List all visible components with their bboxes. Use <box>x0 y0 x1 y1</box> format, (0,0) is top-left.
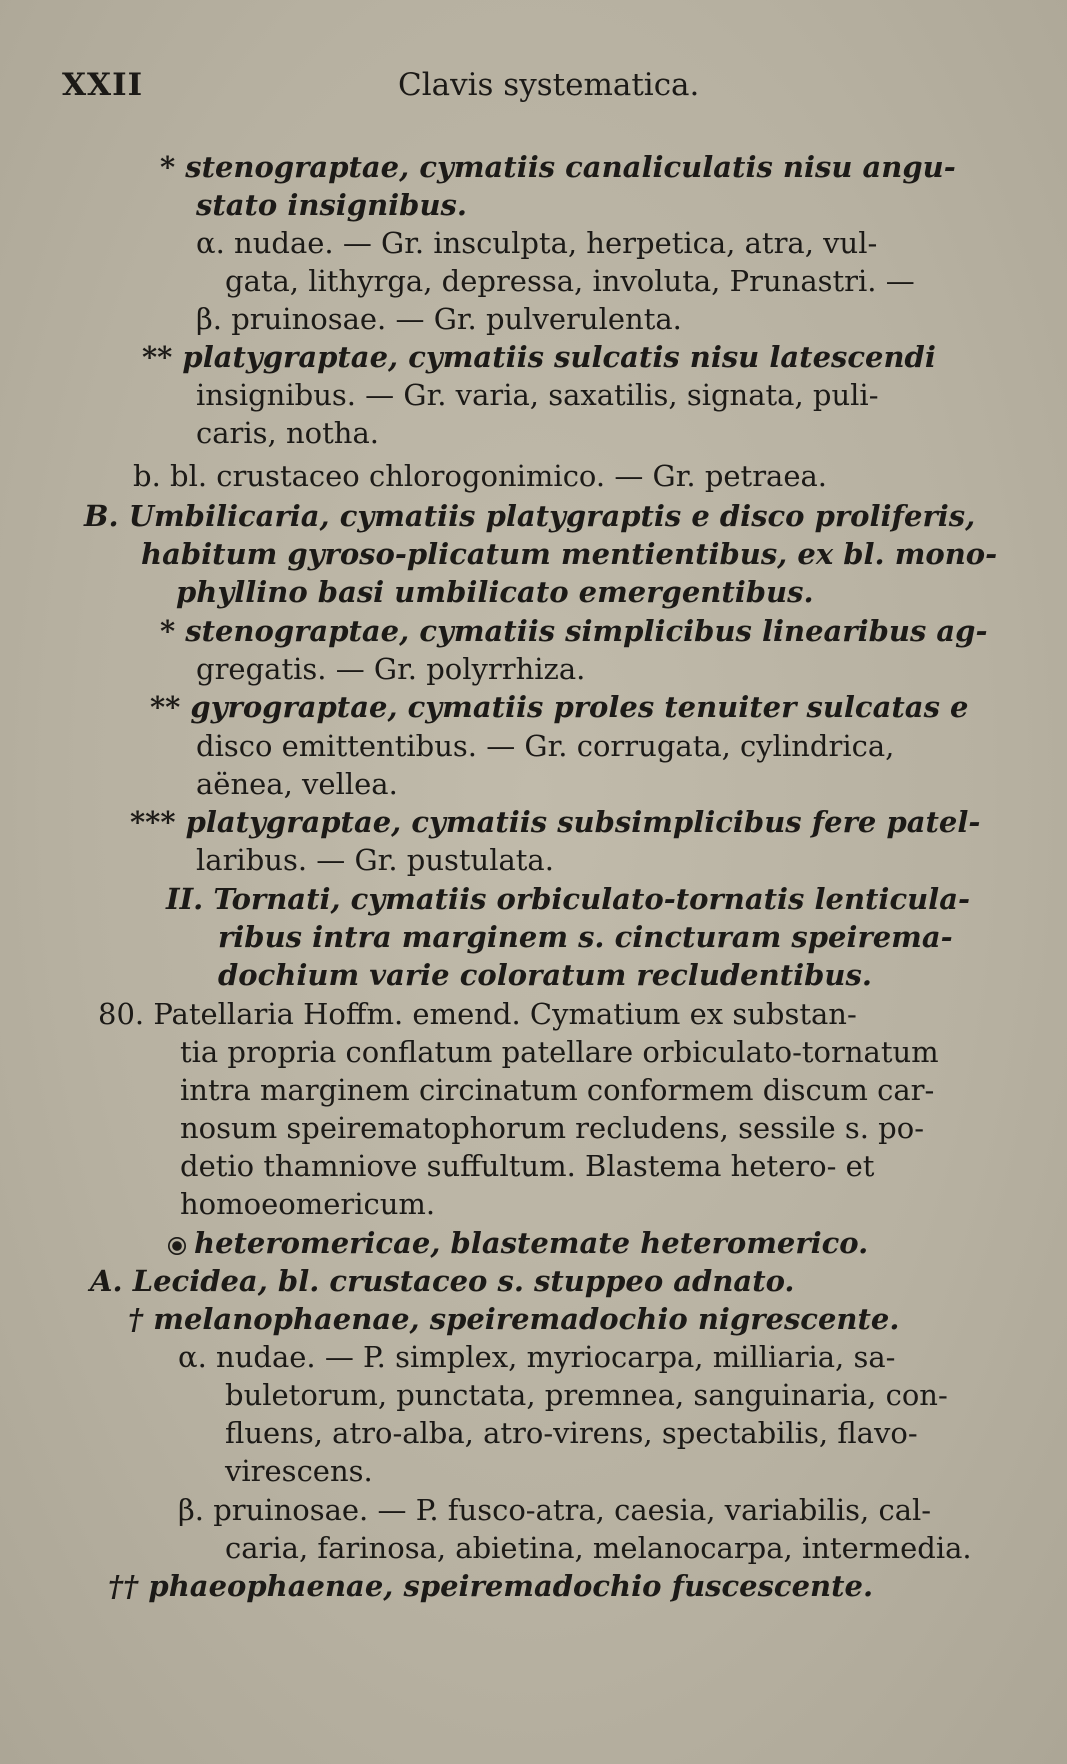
text-line: heteromericae, blastemate heteromerico. <box>168 1224 868 1262</box>
text-line: buletorum, punctata, premnea, sanguinaria, con- <box>225 1378 948 1412</box>
text-line: * stenograptae, cymatiis simplicibus linearibus ag- <box>160 614 988 648</box>
text-line: virescens. <box>225 1454 373 1488</box>
text-line: B. Umbilicaria, cymatiis platygraptis e disco proliferis, <box>84 499 976 533</box>
text-line: disco emittentibus. — Gr. corrugata, cylindrica, <box>196 729 895 763</box>
text-line: caris, notha. <box>196 416 379 450</box>
text-line: * stenograptae, cymatiis canaliculatis nisu angu- <box>160 150 956 184</box>
text-line: fluens, atro-alba, atro-virens, spectabilis, flavo- <box>225 1416 918 1450</box>
text-line: dochium varie coloratum recludentibus. <box>218 958 872 992</box>
text-line: α. nudae. — P. simplex, myriocarpa, milliaria, sa- <box>178 1340 896 1374</box>
text-line: II. Tornati, cymatiis orbiculato-tornatis lenticula- <box>166 882 971 916</box>
text-line: b. bl. crustaceo chlorogonimico. — Gr. petraea. <box>133 459 828 493</box>
text-line: ** platygraptae, cymatiis sulcatis nisu latescendi <box>142 340 936 374</box>
text-line: gregatis. — Gr. polyrrhiza. <box>196 652 586 686</box>
genus-heading: 80. Patellaria Hoffm. emend. Cymatium ex substan- <box>98 997 857 1031</box>
text-line: gata, lithyrga, depressa, involuta, Prunastri. — <box>225 264 915 298</box>
text-line: tia propria conflatum patellare orbiculato-tornatum <box>180 1035 939 1069</box>
text-line: ribus intra marginem s. cincturam speirema- <box>218 920 953 954</box>
text-line: habitum gyroso-plicatum mentientibus, ex bl. mono- <box>141 537 998 571</box>
running-title: Clavis systematica. <box>398 67 700 103</box>
text-line: insignibus. — Gr. varia, saxatilis, signata, puli- <box>196 378 879 412</box>
text-line: caria, farinosa, abietina, melanocarpa, intermedia. <box>225 1531 972 1565</box>
text-line: †† phaeophaenae, speiremadochio fuscescente. <box>108 1569 874 1603</box>
text-line: aënea, vellea. <box>196 767 398 801</box>
text-line: A. Lecidea, bl. crustaceo s. stuppeo adnato. <box>90 1264 795 1298</box>
text-line: β. pruinosae. — P. fusco-atra, caesia, variabilis, cal- <box>178 1493 932 1527</box>
sun-symbol-icon <box>168 1237 186 1255</box>
text-line: phyllino basi umbilicato emergentibus. <box>176 575 814 609</box>
text-line: † melanophaenae, speiremadochio nigrescente. <box>128 1302 900 1336</box>
page-number: XXII <box>62 67 144 103</box>
text-line: laribus. — Gr. pustulata. <box>196 843 554 877</box>
text-line: intra marginem circinatum conformem discum car- <box>180 1073 935 1107</box>
text-line: nosum speirematophorum recludens, sessile s. po- <box>180 1111 925 1145</box>
text-line: stato insignibus. <box>196 188 467 222</box>
text-line: β. pruinosae. — Gr. pulverulenta. <box>196 302 682 336</box>
text-line: *** platygraptae, cymatiis subsimplicibus fere patel- <box>130 805 981 839</box>
text-line: homoeomericum. <box>180 1187 436 1221</box>
text-line: detio thamniove suffultum. Blastema hetero- et <box>180 1149 875 1183</box>
text-line: α. nudae. — Gr. insculpta, herpetica, atra, vul- <box>196 226 878 260</box>
text-line: ** gyrograptae, cymatiis proles tenuiter sulcatas e <box>150 690 969 724</box>
